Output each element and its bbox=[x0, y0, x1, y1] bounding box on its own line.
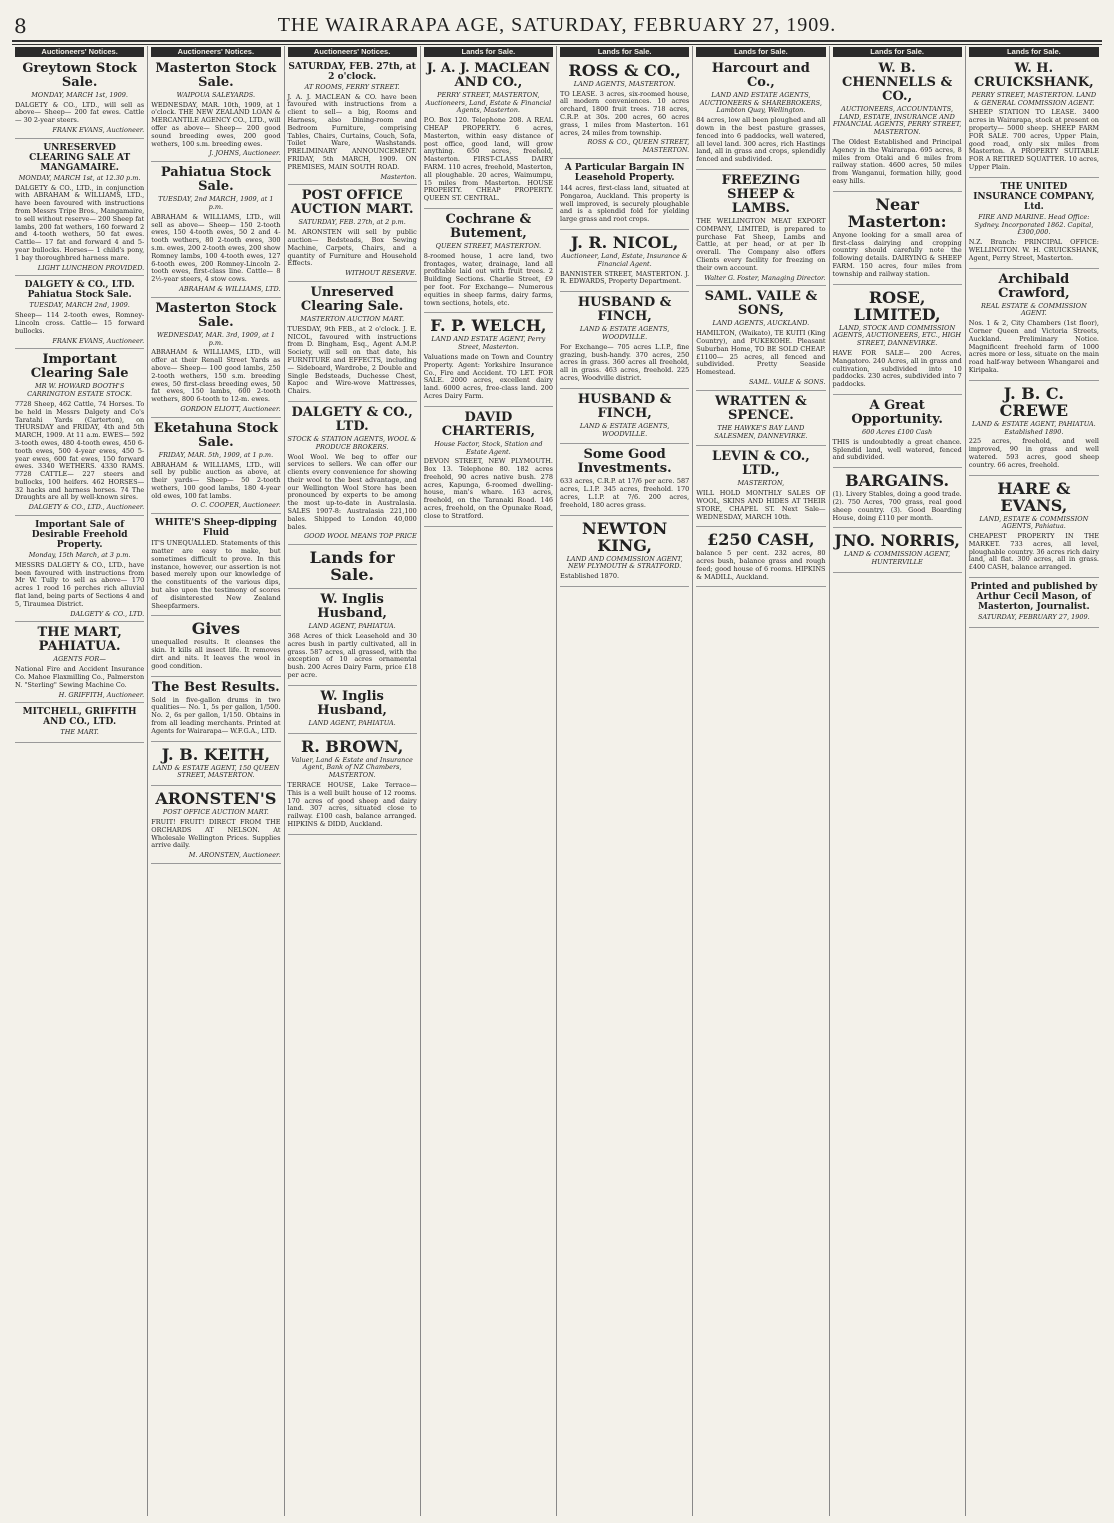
advertisement bbox=[560, 232, 689, 292]
advertisement bbox=[969, 478, 1099, 579]
ad-body: CHEAPEST PROPERTY IN THE MARKET. 733 acres, all level, ploughable country. 36 acres rich dairy land, all flat. 300 acres, all in grass. £400 CASH, balance arranged. bbox=[968, 532, 1099, 572]
ad-signature: ROSS & CO., QUEEN STREET, MASTERTON. bbox=[587, 138, 690, 155]
ad-body: unequalled results. It cleanses the skin. It kills all insect life. It removes dirt and nits. It leaves the wool in good condition. bbox=[151, 638, 281, 670]
ad-signature: H. GRIFFITH, Auctioneer. bbox=[58, 690, 145, 699]
ad-heading: The Best Results. bbox=[152, 679, 280, 695]
ad-subheading: LAND, ESTATE & COMMISSION AGENTS, Pahiatua. bbox=[979, 514, 1089, 531]
section-banner: Lands for Sale. bbox=[696, 47, 825, 57]
ad-body: 8-roomed house, 1 acre land, two frontages, water, drainage, land all profitable laid out with fruit trees. 2 Building Sections. Charlie Street, £9 per foot. For Exchange— Numerous equities in sheep farms, dairy farms, town sections, hotels, etc. bbox=[423, 251, 553, 307]
ad-body: DALGETY & CO., LTD., will sell as above— Sheep— 200 fat ewes. Cattle— 30 2-year steers. bbox=[15, 100, 145, 125]
ad-heading: Unreserved Clearing Sale. bbox=[300, 284, 404, 314]
ad-body: Valuations made on Town and Country Property. Agent: Yorkshire Insurance Co., Fire and Accident. TO LET. FOR SALE. 2000 acres, excellent dairy land. 6000 acres, free-class land. 200 Acres Dairy Farm. bbox=[423, 352, 553, 400]
ad-body: Wool Wool. We beg to offer our services to sellers. We can offer our clients every convenience for showing their wool to the best advantage, and our Wellington Wool Store has been pronounced by experts to be among the most up-to-date in Australasia. SALES 1907-8: Australasia 221,100 bales. Shipped to London 40,000 bales. bbox=[287, 452, 417, 531]
ad-signature: Walter G. Foster, Managing Director. bbox=[704, 273, 826, 282]
ad-body: ABRAHAM & WILLIAMS, LTD., will sell by public auction as above, at their yards— Sheep— 50 2-tooth wethers, 100 good lambs, 180 4-year old ewes, 100 fat lambs. bbox=[151, 460, 281, 500]
advertisement bbox=[969, 271, 1099, 381]
ad-subheading: LAND & ESTATE AGENTS, WOODVILLE. bbox=[579, 325, 670, 341]
advertisement bbox=[288, 736, 417, 835]
ad-signature: J. JOHNS, Auctioneer. bbox=[209, 149, 281, 158]
ad-subheading: TUESDAY, MARCH 2nd, 1909. bbox=[29, 301, 130, 310]
ad-body: ABRAHAM & WILLIAMS, LTD., will sell as above— Sheep— 150 2-tooth ewes, 150 4-tooth ewes, 50 2 and 4-tooth wethers, 80 2-tooth ewes, 300 s.m. ewes, 200 2-tooth ewes, 200 show Romney lambs, 100 4-tooth ewes, 127 6-tooth ewes, 200 Romney-Lincoln 2-tooth ewes, first-class line. Cattle— 8 2½-year steers, 4 stow cows. bbox=[151, 212, 281, 284]
ad-body: ABRAHAM & WILLIAMS, LTD., will offer at their Renall Street Yards as above— Sheep— 100 good lambs, 250 2-tooth wethers, 150 s.m. breeding ewes, 50 first-class breeding ewes, 50 fat ewes, 150 lambs, 600 2-tooth wethers, 800 6-tooth to 12-m. ewes. bbox=[151, 348, 281, 404]
advertisement bbox=[969, 383, 1099, 476]
ad-heading: THE MART, PAHIATUA. bbox=[37, 625, 122, 655]
ad-heading: W. B. CHENNELLS & CO., bbox=[842, 60, 953, 104]
ad-signature: O. C. COOPER, Auctioneer. bbox=[191, 501, 281, 510]
ad-signature: GORDON ELIOTT, Auctioneer. bbox=[180, 404, 281, 413]
advertisement bbox=[833, 470, 962, 528]
advertisement bbox=[696, 393, 825, 447]
ad-signature: DALGETY & CO., LTD. bbox=[70, 609, 145, 618]
ad-signature: M. ARONSTEN, Auctioneer. bbox=[188, 851, 281, 860]
ad-heading: Harcourt and Co., bbox=[711, 60, 810, 90]
advertisement bbox=[696, 172, 825, 286]
ad-heading: J. B. KEITH, bbox=[161, 744, 271, 764]
section-banner: Lands for Sale. bbox=[424, 47, 553, 57]
ad-subheading: Auctioneer, Land, Estate, Insurance & Financial Agent. bbox=[561, 251, 688, 268]
ad-heading: Important Clearing Sale bbox=[30, 352, 129, 382]
advertisement bbox=[833, 60, 962, 192]
ad-subheading: MASTERTON AUCTION MART. bbox=[300, 314, 405, 323]
ad-body: HAVE FOR SALE— 200 Acres, Mangatoro. 240 Acres, all in grass and cultivation, subdivided into 10 paddocks. 230 acres, subdivided into 7 paddocks. bbox=[832, 348, 962, 389]
ad-heading: Greytown Stock Sale. bbox=[22, 60, 137, 90]
ad-subheading: LAND & ESTATE AGENT, 150 QUEEN STREET, MASTERTON. bbox=[152, 763, 280, 780]
ad-body: 225 acres, freehold, and well improved, 90 in grass and well watered. 593 acres, good sheep country. 66 acres, freehold. bbox=[968, 437, 1099, 469]
column-2 bbox=[148, 46, 284, 1516]
advertisement bbox=[833, 530, 962, 573]
ad-body: Established 1870. bbox=[560, 572, 620, 581]
ad-body: SHEEP STATION TO LEASE. 3400 acres in Wairarapa, stock at present on property— 5000 sheep. SHEEP FARM FOR SALE. 700 acres, Upper Plain, good road, only six miles from Masterton. A PROPERTY SUITABLE FOR A RETIRED SQUATTER. 10 acres, Upper Plain. bbox=[968, 108, 1099, 171]
ad-signature: WITHOUT RESERVE. bbox=[345, 269, 417, 278]
advertisement bbox=[560, 161, 689, 230]
ad-body: M. ARONSTEN will sell by public auction— Bedsteads, Box Sewing Machine, Carpets, Chairs, and a quantity of Furniture and Household Effects. bbox=[287, 228, 417, 268]
advertisement bbox=[696, 288, 825, 390]
ad-heading: BARGAINS. bbox=[845, 471, 950, 491]
advertisement bbox=[969, 60, 1099, 178]
ad-signature: FRANK EVANS, Auctioneer. bbox=[52, 336, 145, 345]
ad-heading: FREEZING SHEEP & LAMBS. bbox=[721, 172, 801, 216]
ad-subheading: AGENTS FOR— bbox=[53, 655, 106, 664]
ad-subheading: SATURDAY, FEBRUARY 27, 1909. bbox=[978, 613, 1090, 622]
advertisement bbox=[15, 624, 144, 703]
ad-body: DALGETY & CO., LTD., in conjunction with ABRAHAM & WILLIAMS, LTD., have been favoured with instructions from Messrs Tripe Bros., Mangamaire, to sell without reserve— 200 Sheep fat lambs, 200 fat wethers, 160 forward 2 and 4-tooth wethers, 50 fat ewes. Cattle— 17 fat and forward 4 and 5-year bullocks. Horses— 1 child's pony, 1 bay thoroughbred harness mare. bbox=[15, 183, 145, 262]
ad-subheading: PERRY STREET, MASTERTON, Auctioneers, Land, Estate & Financial Agents, Masterton. bbox=[425, 90, 552, 115]
ad-subheading: MONDAY, MARCH 1st, 1909. bbox=[31, 90, 128, 99]
ad-body: Anyone looking for a small area of first-class dairying and cropping country should carefully note the following details. DAIRYING & SHEEP FARM. 150 acres, four miles from township and railway station. bbox=[832, 230, 962, 278]
ad-heading: ROSS & CO., bbox=[568, 60, 681, 80]
ad-signature: DALGETY & CO., LTD., Auctioneer. bbox=[28, 503, 145, 512]
ad-heading: HARE & EVANS, bbox=[997, 478, 1071, 515]
advertisement bbox=[151, 744, 280, 787]
ad-subheading: THE MART. bbox=[60, 728, 99, 737]
ad-signature: FRANK EVANS, Auctioneer. bbox=[52, 125, 145, 134]
column-8 bbox=[966, 46, 1102, 1516]
ad-body: TERRACE HOUSE, Lake Terrace— This is a well built house of 12 rooms. 170 acres of good sheep and dairy land. 307 acres, situated close to railway. £100 cash, balance arranged. HIPKINS & DIDD, Auckland. bbox=[287, 781, 417, 829]
ad-subheading: LAND AND ESTATE AGENT, Perry Street, Masterton. bbox=[431, 335, 546, 352]
ad-subheading: AT ROOMS, FERRY STREET. bbox=[304, 82, 400, 91]
ad-heading: Eketahuna Stock Sale. bbox=[153, 420, 278, 450]
advertisement bbox=[288, 591, 417, 686]
advertisement bbox=[696, 529, 825, 587]
ad-heading: HUSBAND & FINCH, bbox=[577, 391, 672, 421]
ad-heading: NEWTON KING, bbox=[581, 518, 668, 555]
advertisement bbox=[288, 547, 417, 589]
ad-subheading: THE HAWKE'S BAY LAND SALESMEN, DANNEVIRKE. bbox=[714, 423, 808, 440]
advertisement bbox=[15, 278, 144, 349]
ad-subheading: MONDAY, MARCH 1st, at 12.30 p.m. bbox=[18, 173, 141, 182]
ad-heading: Printed and published by Arthur Cecil Mason, of Masterton, Journalist. bbox=[970, 582, 1098, 613]
ad-subheading: TUESDAY, 2nd MARCH, 1909, at 1 p.m. bbox=[158, 195, 274, 211]
ad-heading: R. BROWN, bbox=[300, 736, 404, 756]
ad-heading: Archibald Crawford, bbox=[998, 271, 1070, 301]
ad-subheading: LAND, STOCK AND COMMISSION AGENTS, AUCTIONEERS, ETC., HIGH STREET, DANNEVIRKE. bbox=[833, 323, 962, 348]
ad-body: TUESDAY, 9th FEB., at 2 o'clock. J. E. NICOL, favoured with instructions from D. Bingham, Esq., Agent A.M.P. Society, will sell on that date, his FURNITURE and EFFECTS, including— Sideboard, Wardrobe, 2 Double and Single Bedsteads, Duchesse Chest, Kapoc and Wire-wove Mattresses, Chairs. bbox=[287, 324, 417, 396]
advertisement bbox=[151, 516, 280, 616]
ad-subheading: POST OFFICE AUCTION MART. bbox=[162, 808, 269, 817]
ad-heading: ARONSTEN'S bbox=[155, 789, 277, 809]
ad-heading: Near Masterton: bbox=[847, 194, 947, 231]
ad-signature: GOOD WOOL MEANS TOP PRICE bbox=[303, 532, 417, 541]
ad-heading: POST OFFICE AUCTION MART. bbox=[290, 188, 414, 218]
advertisement bbox=[424, 409, 553, 527]
advertisement bbox=[288, 60, 417, 186]
ad-heading: W. H. CRUICKSHANK, bbox=[974, 60, 1094, 90]
advertisement bbox=[560, 60, 689, 159]
ad-body: (1). Livery Stables, doing a good trade. (2). 750 Acres, 700 grass, real good sheep country. (3). Good Boarding House, doing £110 per month. bbox=[832, 490, 962, 522]
ad-body: 368 Acres of thick Leasehold and 30 acres bush in partly cultivated, all in grass. 587 acres, all grassed, with the exception of 10 acres ornamental bush. 200 Acres Dairy Farm, price £18 per acre. bbox=[287, 632, 417, 680]
ad-heading: LEVIN & CO., LTD., bbox=[711, 449, 810, 479]
ad-body: 633 acres, C.R.P. at 17/6 per acre. 587 acres, L.I.P. 345 acres, freehold. 170 acres, L.I.P. at 7/6. 200 acres, freehold, 180 acres grass. bbox=[560, 477, 690, 509]
columns-area bbox=[12, 46, 1102, 1516]
ad-body: Sold in five-gallon drums in two qualities— No. 1, 5s per gallon, 1/500. No. 2, 6s per gallon, 1/150. Obtains in from all leading merchants. Printed at Agents for Wairarapa— W.F.G.A., LTD. bbox=[151, 695, 281, 735]
ad-heading: ROSE, LIMITED, bbox=[853, 287, 941, 324]
ad-subheading: SATURDAY, FEB. 27th, at 2 p.m. bbox=[298, 218, 406, 227]
ad-heading: WRATTEN & SPENCE. bbox=[715, 393, 807, 423]
advertisement bbox=[560, 518, 689, 587]
ad-body: 144 acres, first-class land, situated at Pongaroa, Auckland. This property is well improved, is securely ploughable and is a splendid fold for yielding large grass and root crops. bbox=[560, 183, 690, 224]
advertisement bbox=[424, 211, 553, 313]
advertisement bbox=[696, 448, 825, 527]
ad-body: HAMILTON, (Waikato), TE KUITI (King Country), and PUKEKOHE. Pleasant Suburban Home, TO BE SOLD CHEAP. £1100— 25 acres, all fenced and subdivided. Pretty Seaside Homestead. bbox=[696, 329, 826, 377]
ad-heading: THE UNITED INSURANCE COMPANY, Ltd. bbox=[973, 181, 1095, 212]
advertisement bbox=[560, 391, 689, 445]
ad-subheading: LAND AGENTS, AUCKLAND. bbox=[712, 319, 810, 328]
ad-heading: A Particular Bargain IN Leasehold Property. bbox=[564, 162, 685, 183]
ad-heading: Lands for Sale. bbox=[309, 548, 395, 585]
page-number: 8 bbox=[14, 14, 27, 38]
advertisement bbox=[424, 60, 553, 209]
newspaper-title: THE WAIRARAPA AGE, SATURDAY, FEBRUARY 27, 1909. bbox=[277, 14, 837, 36]
advertisement bbox=[15, 351, 144, 516]
ad-heading: SATURDAY, FEB. 27th, at 2 o'clock. bbox=[288, 61, 416, 82]
advertisement bbox=[151, 60, 280, 162]
ad-subheading: Valuer, Land & Estate and Insurance Agent, Bank of NZ Chambers, MASTERTON. bbox=[291, 755, 413, 780]
ad-subheading: Monday, 15th March, at 3 p.m. bbox=[28, 551, 131, 560]
ad-body: BANNISTER STREET, MASTERTON. J. R. EDWARDS, Property Department. bbox=[560, 269, 690, 286]
ad-body: THIS is undoubtedly a great chance. Splendid land, well watered, fenced and subdivided. bbox=[832, 437, 962, 462]
ad-subheading: STOCK & STATION AGENTS, WOOL & PRODUCE BROKERS. bbox=[287, 434, 417, 451]
ad-heading: DALGETY & CO., LTD. bbox=[291, 404, 413, 434]
ad-signature: LIGHT LUNCHEON PROVIDED. bbox=[37, 263, 145, 272]
ad-subheading: LAND AND COMMISSION AGENT, NEW PLYMOUTH & STRATFORD. bbox=[566, 554, 683, 571]
advertisement bbox=[151, 164, 280, 298]
advertisement bbox=[151, 618, 280, 676]
ad-subheading: LAND & COMMISSION AGENT, HUNTERVILLE bbox=[844, 550, 951, 567]
advertisement bbox=[15, 518, 144, 622]
section-banner: Lands for Sale. bbox=[969, 47, 1099, 57]
ad-body: P.O. Box 120. Telephone 208. A REAL CHEAP PROPERTY. 6 acres, Masterton, within easy distance of post office, good land, will grow anything. 650 acres, freehold, Masterton. FIRST-CLASS DAIRY FARM. 110 acres, freehold, Masterton, all ploughable. 20 acres, Waimumpu, 15 miles from Masterton. HOUSE PROPERTY. CHEAP PROPERTY. QUEEN ST. CENTRAL. bbox=[423, 116, 553, 203]
ad-heading: J. B. C. CREWE bbox=[999, 383, 1069, 420]
advertisement bbox=[15, 705, 144, 743]
ad-subheading: LAND AGENT, PAHIATUA. bbox=[308, 718, 396, 727]
ad-body: 7728 Sheep, 462 Cattle, 74 Horses. To be held in Messrs Dalgety and Co's Taratahi Yards (Carterton), on THURSDAY and FRIDAY, 4th and 5th MARCH, 1909. At 11 a.m. EWES— 592 3-tooth ewes, 480 4-tooth ewes, 450 6-tooth ewes, 500 4-year ewes, 450 5-year ewes, 600 fat ewes, 150 forward ewes. 3340 WETHERS. 4330 RAMS. 7728 CATTLE— 227 steers and bullocks, 100 heifers. 462 HORSES— 32 hacks and harness horses. 74 The Draughts are all by well-known sires. bbox=[15, 399, 145, 502]
ad-heading: Some Good Investments. bbox=[577, 447, 672, 477]
ad-body: The Oldest Established and Principal Agency in the Wairarapa. 695 acres, 8 miles from Otaki and 6 miles from railway station. 4600 acres, 50 miles from Wanganui, formation hilly, good easy hills. bbox=[832, 137, 962, 185]
ad-subheading: MASTERTON, bbox=[737, 479, 785, 488]
ad-heading: Pahiatua Stock Sale. bbox=[160, 165, 271, 195]
ad-body: Nos. 1 & 2, City Chambers (1st floor), Corner Queen and Victoria Streets, Auckland. Preliminary Notice. Magnificent freehold farm of 1000 acres more or less, situate on the main road half-way between Whangarei and Kiripaka. bbox=[968, 319, 1099, 374]
ad-heading: £250 CASH, bbox=[707, 530, 815, 550]
ad-body: TO LEASE. 3 acres, six-roomed house, all modern conveniences. 10 acres orchard, 1800 fruit trees. 718 acres, C.R.P. at 30s. 200 acres, 60 acres grass, 1 miles from Masterton. 161 acres, 24 miles from township. bbox=[560, 89, 690, 137]
ad-heading: HUSBAND & FINCH, bbox=[577, 295, 672, 325]
advertisement bbox=[969, 180, 1099, 269]
advertisement bbox=[15, 60, 144, 139]
ad-heading: Gives bbox=[191, 619, 240, 639]
advertisement bbox=[288, 284, 417, 402]
advertisement bbox=[833, 397, 962, 468]
ad-heading: F. P. WELCH, bbox=[430, 316, 547, 336]
ad-body: 84 acres, low all been ploughed and all down in the best pasture grasses, fenced into 6 paddocks, well watered, all level land. 300 acres, rich Hastings land, all in grass and crops, splendidly fenced and subdivided. bbox=[696, 116, 826, 164]
section-banner: Lands for Sale. bbox=[560, 47, 689, 57]
ad-body: FRUIT! FRUIT! DIRECT FROM THE ORCHARDS AT NELSON. At Wholesale Wellington Prices. Supplies arrive daily. bbox=[151, 818, 281, 850]
masthead bbox=[12, 6, 1102, 42]
ad-subheading: LAND AGENT, PAHIATUA. bbox=[308, 622, 396, 631]
ad-heading: WHITE'S Sheep-dipping Fluid bbox=[154, 518, 277, 539]
ad-subheading: MR W. HOWARD BOOTH'S CARRINGTON ESTATE STOCK. bbox=[27, 382, 133, 399]
column-7 bbox=[830, 46, 966, 1516]
section-banner: Auctioneers' Notices. bbox=[288, 47, 417, 57]
ad-subheading: LAND & ESTATE AGENT, PAHIATUA. Established 1890. bbox=[972, 419, 1096, 436]
advertisement bbox=[288, 404, 417, 545]
advertisement bbox=[833, 287, 962, 395]
ad-subheading: LAND AGENTS, MASTERTON. bbox=[573, 79, 676, 88]
ad-body: THE WELLINGTON MEAT EXPORT COMPANY, LIMITED, is prepared to purchase Fat Sheep, Lambs and Cattle, at per head, or at per lb overall. The Company also offers Clients every facility for freezing on their own account. bbox=[696, 216, 826, 272]
column-4 bbox=[421, 46, 557, 1516]
ad-subheading: House Factor, Stock, Station and Estate Agent. bbox=[434, 439, 543, 456]
section-banner: Auctioneers' Notices. bbox=[151, 47, 280, 57]
advertisement bbox=[560, 446, 689, 515]
column-5 bbox=[557, 46, 693, 1516]
advertisement bbox=[288, 688, 417, 734]
ad-body: MESSRS DALGETY & CO., LTD., have been favoured with instructions from Mr W. Tully to sell as above— 170 acres 1 rood 16 perches rich alluvial flat land, being parts of Sections 4 and 5, Tiraumea District. bbox=[15, 560, 145, 608]
ad-body: J. A. J. MACLEAN & CO. have been favoured with instructions from a client to sell— a big, Rooms and Harness, also Dining-room and Bedroom Furniture, comprising Tables, Chairs, Curtains, Couch, Sofa, Toilet Ware, Washstands. PRELIMINARY ANNOUNCEMENT. FRIDAY, 5th MARCH, 1909. ON PREMISES, MAIN SOUTH ROAD. bbox=[287, 92, 417, 171]
section-banner: Lands for Sale. bbox=[833, 47, 962, 57]
ad-heading: J. A. J. MACLEAN AND CO., bbox=[426, 60, 551, 90]
ad-heading: W. Inglis Husband, bbox=[317, 592, 387, 622]
ad-heading: MITCHELL, GRIFFITH AND CO., LTD. bbox=[22, 707, 137, 728]
ad-subheading: AUCTIONEERS, ACCOUNTANTS, LAND, ESTATE, INSURANCE AND FINANCIAL AGENTS, PERRY STREET, MASTERTON. bbox=[832, 104, 962, 137]
ad-subheading: WAIPOUA SALEYARDS. bbox=[176, 90, 256, 99]
section-banner: Auctioneers' Notices. bbox=[15, 47, 144, 57]
ad-subheading: LAND & ESTATE AGENTS, WOODVILLE. bbox=[579, 421, 670, 438]
ad-heading: SAML. VAILE & SONS, bbox=[704, 289, 818, 319]
advertisement bbox=[15, 141, 144, 277]
ad-signature: ABRAHAM & WILLIAMS, LTD. bbox=[179, 284, 281, 293]
ad-subheading: WEDNESDAY, MAR. 3rd, 1909, at 1 p.m. bbox=[156, 330, 275, 347]
ad-heading: Important Sale of Desirable Freehold Property. bbox=[31, 520, 128, 551]
advertisement bbox=[151, 788, 280, 864]
column-1 bbox=[12, 46, 148, 1516]
advertisement bbox=[833, 194, 962, 285]
ad-body: DEVON STREET, NEW PLYMOUTH. Box 13. Telephone 80. 182 acres freehold, 90 acres native bush. 278 acres, Kapunga, 6-roomed dwelling-house, man's whare. 163 acres, freehold, on the Taranaki Road. 146 acres, freehold, on the Opunake Road, close to Stratford. bbox=[423, 457, 553, 520]
advertisement bbox=[151, 679, 280, 742]
ad-heading: W. Inglis Husband, bbox=[317, 688, 387, 718]
ad-body: IT'S UNEQUALLED. Statements of this matter are easy to make, but sometimes difficult to prove. In this instance, however, our assertion is not based merely upon our knowledge of the constituents of the various dips, but also upon the testimony of scores of disinterested New Zealand Sheepfarmers. bbox=[151, 539, 281, 610]
ad-signature: SAML. VAILE & SONS. bbox=[748, 377, 826, 386]
ad-body: N.Z. Branch: PRINCIPAL OFFICE: WELLINGTON. W. H. CRUICKSHANK, Agent, Perry Street, Masterton. bbox=[968, 238, 1099, 262]
ad-body: WILL HOLD MONTHLY SALES OF WOOL, SKINS AND HIDES AT THEIR STORE, CHAPEL ST. Next Sale— WEDNESDAY, MARCH 10th. bbox=[696, 489, 826, 521]
ad-heading: Masterton Stock Sale. bbox=[155, 60, 277, 90]
ad-subheading: PERRY STREET, MASTERTON. LAND & GENERAL COMMISSION AGENT. bbox=[971, 90, 1097, 107]
column-3 bbox=[285, 46, 421, 1516]
ad-subheading: QUEEN STREET, MASTERTON. bbox=[435, 241, 542, 250]
ad-subheading: 600 Acres £100 Cash bbox=[862, 427, 933, 436]
ad-subheading: REAL ESTATE & COMMISSION AGENT. bbox=[980, 301, 1087, 318]
ad-heading: JNO. NORRIS, bbox=[834, 531, 960, 551]
advertisement bbox=[151, 300, 280, 418]
advertisement bbox=[696, 60, 825, 170]
masthead-rule bbox=[12, 44, 1102, 45]
ad-body: WEDNESDAY, MAR. 10th, 1909, at 1 o'clock. THE NEW ZEALAND LOAN & MERCANTILE AGENCY CO., LTD., will offer as above— Sheep— 200 good sound breeding ewes, 200 good wethers, 100 s.m. breeding ewes. bbox=[151, 100, 281, 148]
ad-heading: DALGETY & CO., LTD. Pahiatua Stock Sale. bbox=[24, 280, 135, 301]
advertisement bbox=[288, 187, 417, 282]
ad-body: balance 5 per cent. 232 acres, 80 acres bush, balance grass and rough feed; good house of 6 rooms. HIPKINS & MADILL, Auckland. bbox=[696, 549, 826, 581]
ad-signature: Masterton. bbox=[380, 172, 417, 181]
ad-heading: UNRESERVED CLEARING SALE AT MANGAMAIRE. bbox=[29, 142, 131, 173]
ad-subheading: FRIDAY, MAR. 5th, 1909, at 1 p.m. bbox=[158, 450, 274, 459]
ad-heading: J. R. NICOL, bbox=[570, 232, 679, 252]
ad-heading: Cochrane & Butement, bbox=[445, 211, 532, 241]
column-6 bbox=[693, 46, 829, 1516]
advertisement bbox=[424, 315, 553, 406]
advertisement bbox=[151, 420, 280, 515]
ad-subheading: LAND AND ESTATE AGENTS, AUCTIONEERS & SHAREBROKERS, Lambton Quay, Wellington. bbox=[699, 90, 822, 115]
ad-subheading: FIRE AND MARINE. Head Office: Sydney. Incorporated 1862. Capital, £300,000. bbox=[974, 212, 1094, 237]
ad-heading: A Great Opportunity. bbox=[851, 397, 943, 427]
ad-body: For Exchange— 705 acres L.I.P., fine grazing, bush-handy. 370 acres, 250 acres in grass. 360 acres all freehold, all in grass. 463 acres, freehold. 225 acres, Woodville district. bbox=[560, 342, 690, 382]
ad-heading: Masterton Stock Sale. bbox=[155, 300, 277, 330]
advertisement bbox=[969, 580, 1099, 628]
ad-heading: DAVID CHARTERIS, bbox=[441, 409, 535, 439]
advertisement bbox=[560, 294, 689, 389]
ad-body: Sheep— 114 2-tooth ewes, Romney-Lincoln cross. Cattle— 15 forward bullocks. bbox=[15, 311, 145, 335]
ad-body: National Fire and Accident Insurance Co. Mahoe Flaxmilling Co., Palmerston N. "Sterling" Sewing Machine Co. bbox=[15, 665, 145, 689]
